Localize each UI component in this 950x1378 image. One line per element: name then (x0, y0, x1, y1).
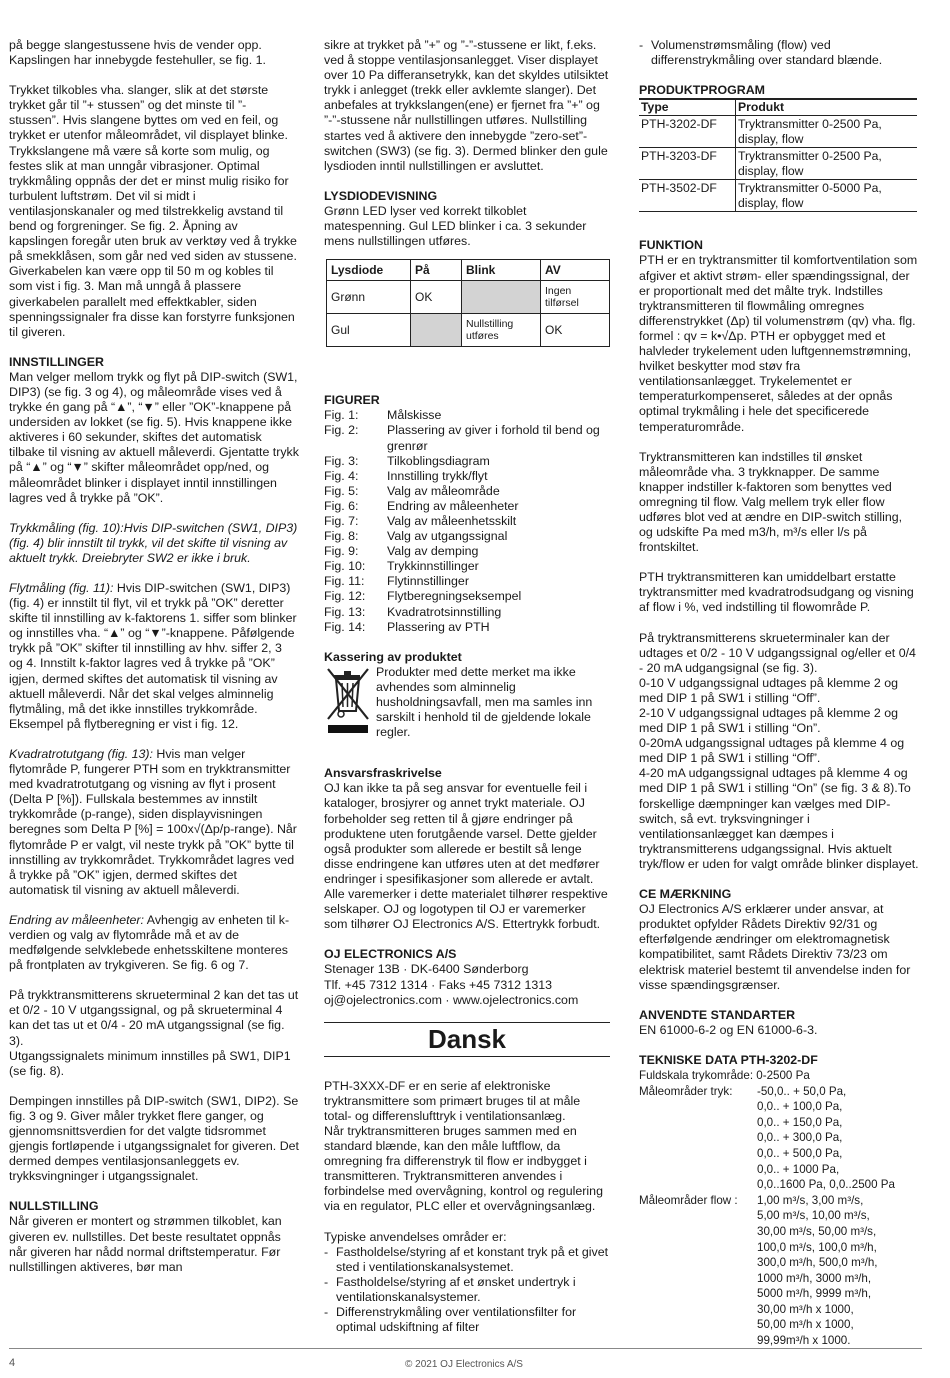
value-line: 1000 m³/h, 3000 m³/h, (757, 1271, 872, 1285)
value-line: 0,0.. + 500,0 Pa, (757, 1146, 843, 1160)
table-cell: PTH-3502-DF (639, 180, 736, 212)
tech-values (757, 1193, 919, 1349)
table-header-row (327, 260, 610, 281)
weee-bin-icon (324, 665, 372, 735)
list-item: Fig. 3: Tilkoblingsdiagram (324, 453, 490, 468)
column-left (9, 38, 299, 1290)
heading-ansvarsfraskrivelse: Ansvarsfraskrivelse (324, 766, 442, 781)
table-header: På (411, 260, 462, 281)
value-line: 100,0 m³/s, 100,0 m³/h, (757, 1240, 877, 1254)
table-cell: Tryktransmitter 0-2500 Pa, display, flow (736, 148, 918, 180)
value-line: 5,00 m³/s, 10,00 m³/s, (757, 1209, 870, 1223)
heading-lysdiodevisning: LYSDIODEVISNING (324, 188, 438, 203)
table-cell: OK (411, 281, 462, 314)
table-header-row (639, 99, 917, 116)
list-item: Fig. 8: Valg av utgangssignal (324, 529, 508, 544)
tech-label: Måleområder tryk: (639, 1084, 733, 1098)
paragraph: 0-10 V udgangssignal udtages på klemme 2 og med DIP 1 på SW1 i stilling “Off”. (639, 675, 898, 705)
usage-list-cont (639, 38, 919, 68)
paragraph: OJ kan ikke ta på seg ansvar for eventuelle feil i kataloger, brosjyrer og annet trykt materiale. OJ forbeholder seg retten til å gjøre endringer på produktene uten forutgående varsel. Dette gjelder også produkter som allerede er bestilt så lenge disse endringene kan utføres uten at det medfører endringer i spesifikasjoner som allerede er avtalt. Alle varemerker i dette materialet tilhører respektive selskaper. OJ og logotypen til OJ er varemerker som tilhører OJ Electronics A/S. Ettertrykk forbudt. (324, 781, 608, 932)
value-line: 0,0.. + 100,0 Pa, (757, 1100, 843, 1114)
list-item: Fig. 2: Plassering av giver i forhold til bend og grenrør (324, 423, 600, 453)
heading-funktion: FUNKTION (639, 238, 704, 253)
contact-line: oj@ojelectronics.com · www.ojelectronics.com (324, 992, 579, 1007)
value-line: 300,0 m³/h, 500,0 m³/h, (757, 1256, 878, 1270)
heading-nullstilling: NULLSTILLING (9, 1199, 99, 1214)
value-line: 0,0.. + 1000 Pa, (757, 1162, 840, 1176)
led-table (326, 259, 610, 347)
value-line: 0,0.. + 300,0 Pa, (757, 1131, 843, 1145)
paragraph: Når tryktransmitteren bruges sammen med en standard blænde, kan den måle luftflow, da omregning fra differenstryk til flow er indbygget i transmitteren. Tryktransmitteren anvendes i forbindelse med overvågning, kontrol og regulering via en regulator, PLC eller et overvågningsanlæg. (324, 1123, 603, 1214)
body-text: Hvis man velger flytområde P, fungerer PTH som en trykktransmitter med kvadratrotutgang og visning av flyt i prosent (Delta P [%]). Fullskala bestemmes av innstilt trykkområde (p-range), siden displayvisningen beregnes som Delta P [%] = 100x√(Δp/p-range). Når flytområde P er valgt, vil neste trykk på ”OK” bytte til innstilling av trykkområdet. Trykkområdet lagres ved å trykke på ”OK” igjen, dermed skiftes det automatisk til visning av aktuell måleverdi. (9, 746, 297, 897)
table-cell: Tryktransmitter 0-2500 Pa, display, flow (736, 116, 918, 148)
column-right (639, 38, 919, 1349)
table-cell: Gul (327, 314, 411, 347)
list-item: Fig. 13: Kvadratrotsinnstilling (324, 604, 502, 619)
list-item: - Fastholdelse/styring af et konstant tryk på et givet sted i ventilationskanalsystemet. (324, 1245, 610, 1275)
paragraph: På tryktransmitterens skrueterminaler kan der udtages et 0/2 - 10 V udgangssignal og/eller et 0/4 - 20 mA udgangsignal (se fig. 3). (639, 630, 916, 675)
heading-produktprogram: PRODUKTPROGRAM (639, 83, 765, 98)
table-row (639, 148, 917, 180)
value-line: 0,0.. + 150,0 Pa, (757, 1115, 843, 1129)
list-item: Fig. 5: Valg av måleområde (324, 483, 500, 498)
list-item: Fig. 4: Innstilling trykk/flyt (324, 468, 488, 483)
table-header: Type (639, 99, 736, 116)
list-item: - Volumenstrømsmåling (flow) ved differenstrykmåling over standard blænde. (639, 38, 919, 68)
value-line: 1,00 m³/s, 3,00 m³/s, (757, 1193, 864, 1207)
list-item: Fig. 11: Flytinnstillinger (324, 574, 469, 589)
paragraph: 4-20 mA udgangssignal udtages på klemme 4 og med DIP 1 på SW1 i stilling “On” (se fig. 3 & 8).To forskellige dæmpninger kan vælges med DIP-switch, så evt. tryksvingninger i ventilationsanlægget kan dæmpes i tryktransmitterens udgangssignal. Hvis aktuelt tryk/flow er uden for valgt område blinker displayet. (639, 766, 919, 871)
paragraph: OJ Electronics A/S erklærer under ansvar, at produktet opfylder Rådets Direktiv 92/31 og efterfølgende ændringer om elektromagnetisk kompatibilitet, samt Rådets Direktiv 73/23 om elektrisk materiel bestemt til anvendelse inden for visse spændingsgrænser. (639, 902, 911, 992)
table-cell-empty (462, 281, 541, 314)
value-line: 0,0..1600 Pa, 0,0..2500 Pa (757, 1178, 895, 1192)
value-line: 30,00 m³/h x 1000, (757, 1302, 854, 1316)
paragraph: 2-10 V udgangssignal udtages på klemme 2 og med DIP 1 på SW1 i stilling “On”. (639, 706, 898, 736)
list-item: Fig. 10: Trykkinnstillinger (324, 559, 479, 574)
list-item: Fig. 6: Endring av måleenheter (324, 498, 519, 513)
phone-line: Tlf. +45 7312 1314 · Faks +45 7312 1313 (324, 977, 553, 992)
paragraph: Når giveren er montert og strømmen tilkoblet, kan giveren ev. nullstilles. Det beste resultatet oppnås når giveren har nådd normal driftstemperatur. Før nullstillingen aktiveres, bør man (9, 1214, 282, 1274)
footer-divider (9, 1348, 922, 1349)
value-line: 99,99m³/h x 1000. (757, 1334, 851, 1348)
paragraph: på begge slangestussene hvis de vender opp. Kapslingen har innebygde festehuller, se fig. 1. (9, 38, 266, 68)
paragraph: PTH er en tryktransmitter til komfortventilation som afgiver et aktivt strøm- eller spændingssignal, der er proportionalt med det målte tryk. Indstilles tryktransmitteren til flowmåling omregnes differenstrykket (Δp) til volumenstrøm (qv) vha. flg. formel : qv = k•√Δp. PTH er opbygget med et halvleder trykelement uden luftgennemstrømning, hvilket beskytter mod støv fra ventilationsanlægget. Trykelementet er temperaturkompenseret, således at der opnås optimal trykmåling i hele det specificerede temperaturområde. (639, 253, 918, 434)
lead-text: Kvadratrotutgang (fig. 13): (9, 746, 153, 761)
company-name: OJ ELECTRONICS A/S (324, 947, 457, 962)
paragraph: Grønn LED lyser ved korrekt tilkoblet matespenning. Gul LED blinker i ca. 3 sekunder mens nullstillingen utføres. (324, 203, 587, 249)
table-row (639, 180, 917, 212)
paragraph-flytmaling (9, 581, 299, 732)
table-header: AV (541, 260, 610, 281)
paragraph-kvadratrot (9, 747, 299, 898)
tech-values (757, 1084, 919, 1193)
usage-list (324, 1245, 610, 1336)
tech-data (639, 1068, 919, 1349)
table-cell: Grønn (327, 281, 411, 314)
full-scale: Fuldskala trykområde: 0-2500 Pa (639, 1068, 810, 1082)
table-row (327, 314, 610, 347)
paragraph: PTH-3XXX-DF er en serie af elektroniske tryktransmittere som primært bruges til at måle total- og differenslufttryk i ventilationsanlæg. (324, 1078, 581, 1123)
list-item: Fig. 7: Valg av måleenhetsskilt (324, 513, 517, 528)
list-item: Fig. 9: Valg av demping (324, 544, 479, 559)
table-header: Lysdiode (327, 260, 411, 281)
table-cell: PTH-3202-DF (639, 116, 736, 148)
page-number: 4 (9, 1357, 16, 1369)
paragraph: På trykktransmitterens skrueterminal 2 kan det tas ut et 0/2 - 10 V utgangssignal, og på skrueterminal 4 kan det tas ut et 0/4 - 20 mA utgangssignal (se fig. 3). (9, 988, 299, 1048)
copyright: © 2021 OJ Electronics A/S (405, 1359, 523, 1370)
heading-figurer: FIGURER (324, 393, 380, 408)
lead-text: Flytmåling (fig. 11): (9, 581, 114, 595)
table-header: Blink (462, 260, 541, 281)
paragraph: 0-20mA udgangssignal udtages på klemme 4 og med DIP 1 på SW1 i stilling “Off”. (639, 736, 905, 766)
table-cell-empty (411, 314, 462, 347)
paragraph: EN 61000-6-2 og EN 61000-6-3. (639, 1022, 818, 1037)
value-line: -50,0.. + 50,0 Pa, (757, 1084, 847, 1098)
paragraph: Typiske anvendelses områder er: (324, 1229, 507, 1244)
heading-ce: CE MÆRKNING (639, 887, 732, 902)
paragraph: Utgangssignalets minimum innstilles på SW1, DIP1 (se fig. 8). (9, 1048, 291, 1078)
disposal-text: Produkter med dette merket ma ikke avhendes som alminnelig husholdningsavfall, men ma samles inn sarskilt i henhold til de gjeldende lokale regler. (376, 664, 593, 740)
list-item: Fig. 14: Plassering av PTH (324, 619, 490, 634)
heading-innstillinger: INNSTILLINGER (9, 354, 104, 369)
value-line: 30,00 m³/s, 50,00 m³/s, (757, 1224, 877, 1238)
table-row (327, 281, 610, 314)
paragraph-maleenheter (9, 913, 299, 973)
language-heading: Dansk (324, 1022, 610, 1057)
list-item: Fig. 1: Målskisse (324, 408, 442, 423)
heading-kassering: Kassering av produktet (324, 649, 462, 664)
paragraph: PTH tryktransmitteren kan umiddelbart erstatte tryktransmitter med kvadratrodsudgang og visning af flow i %, ved indstilling til flowområde P. (639, 570, 914, 615)
value-line: 50,00 m³/h x 1000, (757, 1318, 854, 1332)
table-header: Produkt (736, 99, 918, 116)
lead-text: Endring av måleenheter: (9, 912, 145, 927)
tech-row (639, 1084, 919, 1193)
list-item: Fig. 12: Flytberegningseksempel (324, 589, 522, 604)
table-cell: PTH-3203-DF (639, 148, 736, 180)
paragraph: Dempingen innstilles på DIP-switch (SW1, DIP2). Se fig. 3 og 9. Giver måler trykket flere ganger, og gjennomsnittsverdien for det valgte tidsrommet gjengis fortløpende i utgangssignalet for giveren. Det dermed dempes ventilasjonsanleggets ev. trykksvingninger i utgangssignalet. (9, 1093, 299, 1184)
tech-row (639, 1193, 919, 1349)
table-row (639, 116, 917, 148)
address-line: Stenager 13B · DK-6400 Sønderborg (324, 962, 529, 977)
tech-label: Måleområder flow : (639, 1193, 738, 1207)
table-cell: Ingen tilførsel (541, 281, 610, 314)
disposal-block (324, 665, 610, 740)
table-cell: Nullstilling utføres (462, 314, 541, 347)
body-text: Hvis DIP-switchen (SW1, DIP3) (fig. 4) er innstilt til flyt, vil et trykk på ”OK” deretter skifte til innstilling av k-faktorens 1. siffer som blinker og innstilles vha. “▲” og “▼”-knappene. Påfølgende trykk på ”OK” skifter til innstilling av hhv. siffer 2, 3 og 4. Innstilt k-faktor lagres ved å trykke på ”OK” igjen, dermed skiftes det automatisk til visning av aktuell måleverdi. Når det skal velges alminnelig flytmåling, må det ikke innstilles trykkområde. Eksempel på flytberegning er vist i fig. 12. (9, 581, 297, 731)
value-line: 5000 m³/h, 9999 m³/h, (757, 1287, 872, 1301)
list-item: - Fastholdelse/styring af et ønsket undertryk i ventilationskanalsystemer. (324, 1275, 610, 1305)
product-table (639, 98, 917, 212)
figure-list (324, 408, 610, 634)
table-cell: Tryktransmitter 0-5000 Pa, display, flow (736, 180, 918, 212)
paragraph: Tryktransmitteren kan indstilles til ønsket måleområde vha. 3 trykknapper. De samme knapper indstiller k-faktoren som benyttes ved omregning til flow. Valg mellem tryk eller flow udføres blot ved at ændre en DIP-switch stilling, og udskifte Pa med m3/h, m³/s eller l/s på frontskiltet. (639, 449, 903, 555)
paragraph: Trykket tilkobles vha. slanger, slik at det største trykket går til ”+ stussen” og det minste til ”- stussen”. Hvis slangene byttes om ved en feil, og trykket er utenfor måleområdet, vil displayet blinke. Trykkslangene må være så korte som mulig, og festes slik at man unngår vibrasjoner. Optimal trykkmåling oppnås der det er minst mulig risiko for turbulent luftstrøm. Det vil si midt i ventilasjonskanaler og med tilstrekkelig avstand til bend og forgreninger. Se fig. 2. Åpning av kapslingen foregår uten bruk av verktøy ved å trykke på smekklåsen, som går ned ved siden av stussene. Giverkabelen kan være opp til 50 m og kobles til som vist i fig. 3. Man må unngå å plassere giverkabelen parallelt med effektkabler, siden spenningssignaler fra disse kan forstyrre funksjonen til giveren. (9, 83, 297, 339)
list-item: - Differenstrykmåling over ventilationsfilter for optimal udskiftning af filter (324, 1305, 610, 1335)
paragraph-trykkmaling: Trykkmåling (fig. 10):Hvis DIP-switchen (SW1, DIP3) (fig. 4) blir innstilt til trykk, vil det skifte til visning av aktuelt trykk. Dreiebryter SW2 er ikke i bruk. (9, 520, 298, 565)
heading-tekniske-data: TEKNISKE DATA PTH-3202-DF (639, 1052, 818, 1067)
table-cell: OK (541, 314, 610, 347)
paragraph: Man velger mellom trykk og flyt på DIP-switch (SW1, DIP3) (se fig. 3 og 4), og måleområde vises ved å trykke én gang på “▲”, “▼” eller ”OK”-knappene på undersiden av lokket (se fig. 5). Hvis knappene ikke aktiveres i 60 sekunder, skiftes det automatisk tilbake til visning av aktuell måleverdi. Gjentatte trykk på “▲” og “▼” skifter måleområdet opp/ned, og måleområdet blinker i displayet inntil innstillingen lagres ved å trykke på ”OK”. (9, 369, 299, 505)
paragraph: sikre at trykket på ”+” og ”-”-stussene er likt, f.eks. ved å stoppe ventilasjonsanlegget. Viser displayet over 10 Pa differansetrykk, kan det skyldes utilsiktet trykk i anlegget (trekk eller avklemte slanger). Det anbefales at trykkslangen(ene) er fjernet fra ”+” og ”-”-stussene når nullstillingen utføres. Nullstilling startes ved å aktivere den innebygde ”zero-set”-switchen (SW3) (se fig. 3). Dermed blinker den gule lysdioden inntil nullstillingen er avsluttet. (324, 38, 609, 173)
heading-standarter: ANVENDTE STANDARTER (639, 1007, 796, 1022)
body-text: Avhengig av enheten til k-verdien og valg av flytområde må et av de medfølgende selvklebede enhetsskiltene monteres på frontplaten av trykgiveren. Se fig. 6 og 7. (9, 912, 290, 973)
column-middle (324, 38, 610, 1335)
